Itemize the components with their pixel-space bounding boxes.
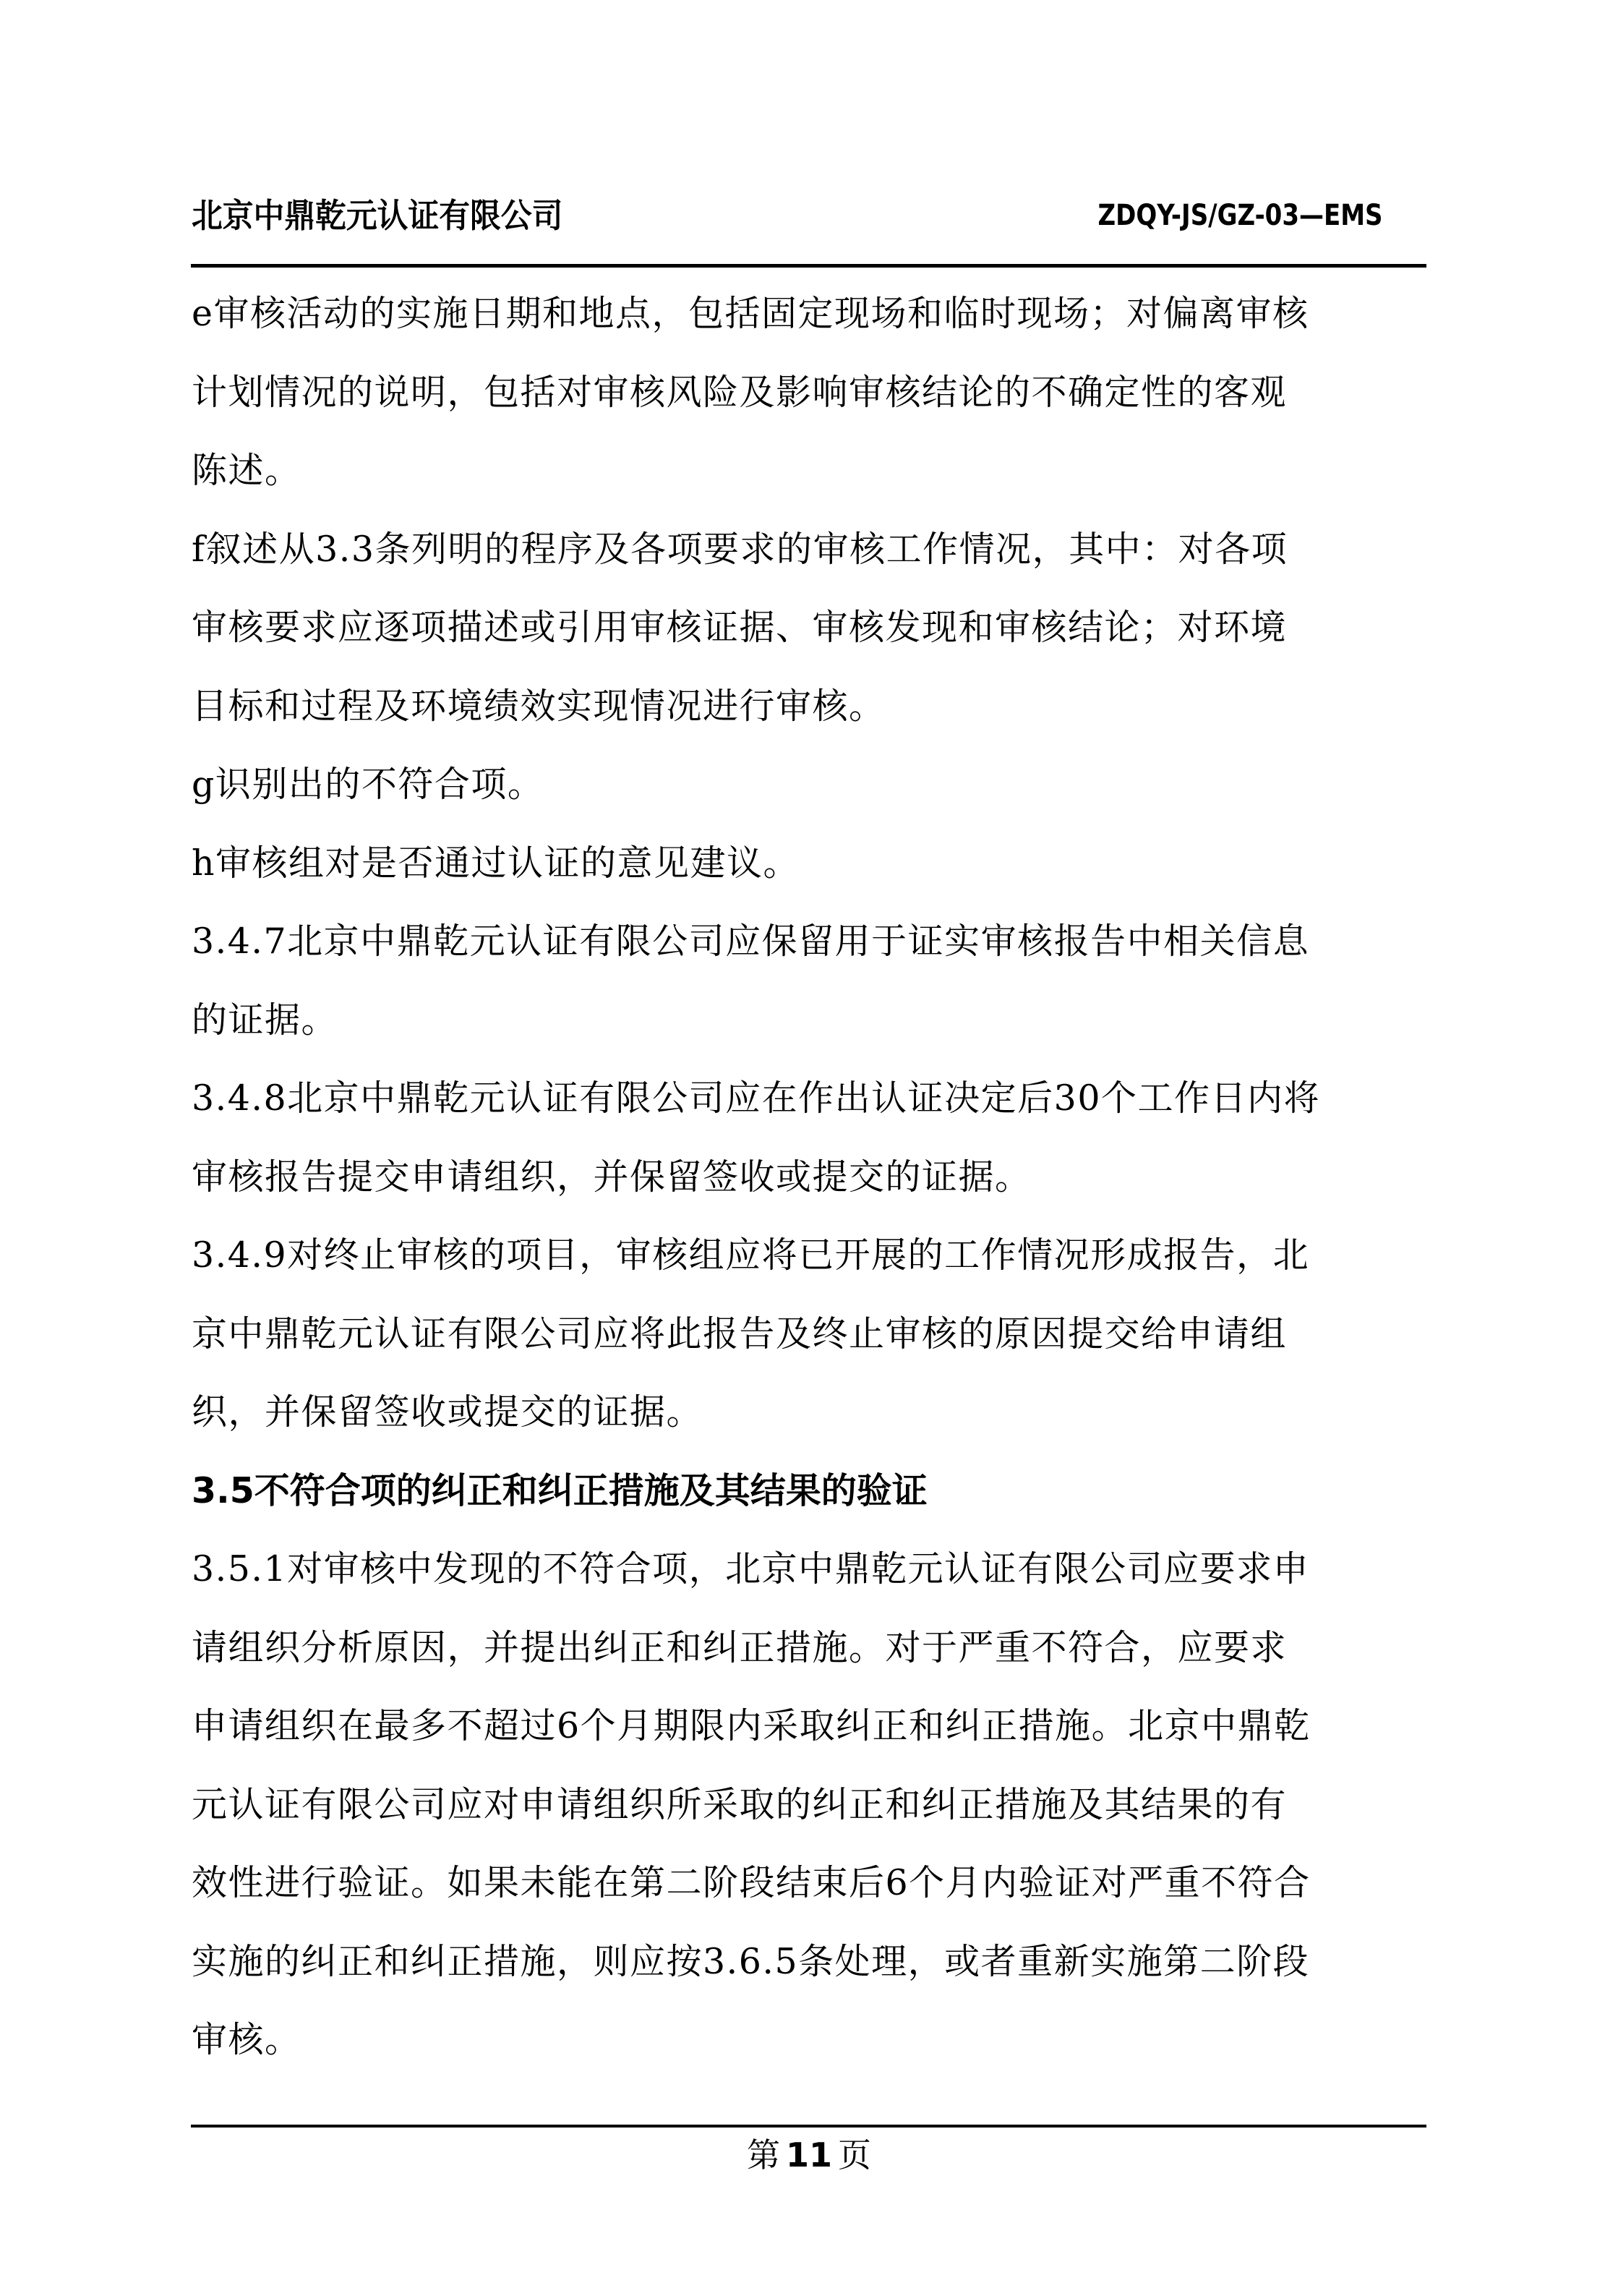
text-line: e审核活动的实施日期和地点，包括固定现场和临时现场；对偏离审核 (192, 293, 1309, 334)
page-number: 11 (785, 2135, 832, 2175)
text-line: 的证据。 (192, 999, 338, 1041)
text-line: 审核报告提交申请组织，并保留签收或提交的证据。 (192, 1156, 1032, 1198)
page-suffix: 页 (838, 2135, 871, 2175)
text-line: 效性进行验证。如果未能在第二阶段结束后6个月内验证对严重不符合 (192, 1862, 1311, 1903)
document-code: ZDQY-JS/GZ-03—EMS (1097, 199, 1383, 232)
text-line: 陈述。 (192, 450, 301, 491)
text-line: 申请组织在最多不超过6个月期限内采取纠正和纠正措施。北京中鼎乾 (192, 1705, 1311, 1746)
text-line: 3.4.9对终止审核的项目，审核组应将已开展的工作情况形成报告，北 (192, 1234, 1310, 1276)
section-heading: 3.5不符合项的纠正和纠正措施及其结果的验证 (192, 1469, 928, 1511)
text-line: 织，并保留签收或提交的证据。 (192, 1391, 703, 1433)
text-line: 3.4.7北京中鼎乾元认证有限公司应保留用于证实审核报告中相关信息 (192, 921, 1310, 962)
text-line: 计划情况的说明，包括对审核风险及影响审核结论的不确定性的客观 (192, 371, 1288, 413)
text-line: 请组织分析原因，并提出纠正和纠正措施。对于严重不符合，应要求 (192, 1626, 1288, 1668)
footer-divider (191, 2125, 1426, 2128)
text-line: 审核要求应逐项描述或引用审核证据、审核发现和审核结论；对环境 (192, 607, 1288, 648)
page-footer (0, 2133, 1618, 2177)
text-line: 3.4.8北京中鼎乾元认证有限公司应在作出认证决定后30个工作日内将 (192, 1077, 1321, 1119)
text-line: 元认证有限公司应对申请组织所采取的纠正和纠正措施及其结果的有 (192, 1783, 1288, 1825)
company-name: 北京中鼎乾元认证有限公司 (192, 196, 563, 235)
text-line: 京中鼎乾元认证有限公司应将此报告及终止审核的原因提交给申请组 (192, 1313, 1288, 1354)
text-line: f叙述从3.3条列明的程序及各项要求的审核工作情况，其中：对各项 (192, 528, 1288, 570)
document-body (192, 275, 1435, 2080)
text-line: 3.5.1对审核中发现的不符合项，北京中鼎乾元认证有限公司应要求申 (192, 1548, 1310, 1589)
text-line: h审核组对是否通过认证的意见建议。 (192, 842, 800, 884)
text-line: 目标和过程及环境绩效实现情况进行审核。 (192, 685, 886, 727)
text-line: g识别出的不符合项。 (192, 764, 544, 805)
text-line: 审核。 (192, 2019, 301, 2060)
page-prefix: 第 (746, 2135, 780, 2175)
page-header (192, 194, 1426, 237)
text-line: 实施的纠正和纠正措施，则应按3.6.5条处理，或者重新实施第二阶段 (192, 1940, 1310, 1982)
header-divider (191, 264, 1426, 268)
